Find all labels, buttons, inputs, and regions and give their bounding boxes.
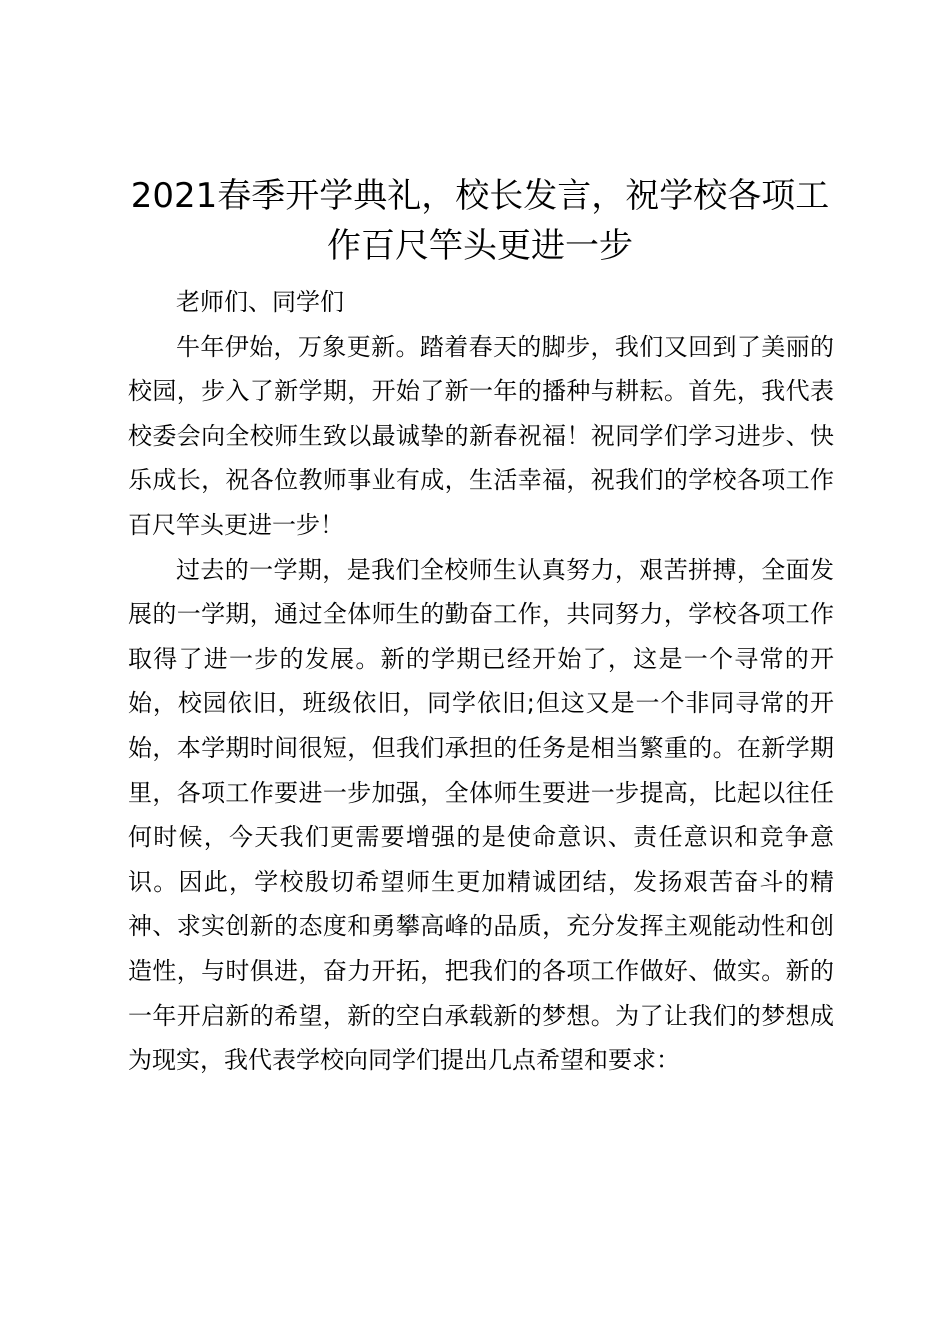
document-title: 2021春季开学典礼，校长发言，祝学校各项工作百尺竿头更进一步 (130, 176, 830, 266)
review-paragraph: 过去的一学期，是我们全校师生认真努力，艰苦拼搏，全面发展的一学期，通过全体师生的勤奋工作，共同努力，学校各项工作取得了进一步的发展。新的学期已经开始了，这是一个寻常的开始，校园依旧，班级依旧，同学依旧;但这又是一个非同寻常的开始，本学期时间很短，但我们承担的任务是相当繁重的。在新学期里，各项工作要进一步加强，全体师生要进一步提高，比起以往任何时候，今天我们更需要增强的是使命意识、责任意识和竞争意识。因此，学校殷切希望师生更加精诚团结，发扬艰苦奋斗的精神、求实创新的态度和勇攀高峰的品质，充分发挥主观能动性和创造性，与时俱进，奋力开拓，把我们的各项工作做好、做实。新的一年开启新的希望，新的空白承载新的梦想。为了让我们的梦想成为现实，我代表学校向同学们提出几点希望和要求： (128, 555, 834, 1075)
opening-paragraph: 牛年伊始，万象更新。踏着春天的脚步，我们又回到了美丽的校园，步入了新学期，开始了新一年的播种与耕耘。首先，我代表校委会向全校师生致以最诚挚的新春祝福！祝同学们学习进步、快乐成长，祝各位教师事业有成，生活幸福，祝我们的学校各项工作百尺竿头更进一步！ (128, 332, 834, 539)
salutation-paragraph: 老师们、同学们 (176, 288, 344, 316)
document-body (128, 280, 834, 1083)
